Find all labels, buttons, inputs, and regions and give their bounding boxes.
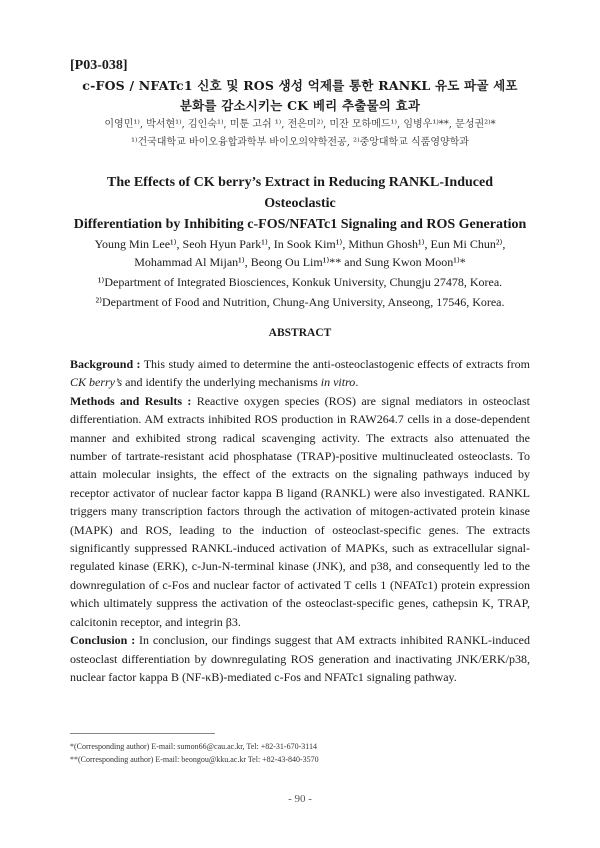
background-text-b: and identify the underlying mechanisms <box>122 375 321 390</box>
korean-title-line1: c-FOS / NFATc1 신호 및 ROS 생성 억제를 통한 RANKL 유도 파골 세포 <box>82 78 518 93</box>
korean-authors: 이영민¹⁾, 박서현¹⁾, 김인숙¹⁾, 미툰 고쉬 ¹⁾, 전은미²⁾, 미잔 모하메드¹⁾, 임병우¹⁾**, 문성권²⁾* <box>104 119 496 130</box>
footnote-2: **(Corresponding author) E-mail: beongou@kku.ac.kr Tel: +82-43-840-3570 <box>70 755 319 764</box>
poster-code: [P03-038] <box>70 58 128 73</box>
english-authors-line1: Young Min Lee¹⁾, Seoh Hyun Park¹⁾, In Sook Kim¹⁾, Mithun Ghosh¹⁾, Eun Mi Chun²⁾, <box>94 237 506 251</box>
english-affiliation-1: ¹⁾Department of Integrated Biosciences, Konkuk University, Chungju 27478, Korea. <box>97 275 503 289</box>
abstract-body <box>70 355 530 686</box>
footnotes <box>70 740 530 766</box>
methods-label: Methods and Results : <box>70 393 192 408</box>
english-title-line1: The Effects of CK berry’s Extract in Reducing RANKL-Induced Osteoclastic <box>106 175 493 211</box>
background-italic-a: CK berry’s <box>70 375 123 390</box>
english-affiliation-2: ²⁾Department of Food and Nutrition, Chung-Ang University, Anseong, 17546, Korea. <box>95 295 505 309</box>
methods-text: Reactive oxygen species (ROS) are signal mediators in osteoclast differentiation. AM extracts inhibited ROS production in RAW264.7 cells in a dose-dependent manner and exhibited strong radical scavenging activity. The extracts also attenuated the number of tartrate-resistant acid phosphatase (TRAP)-positive multinucleated osteoclasts. To attain molecular insights, the effect of the extracts on the signaling pathways induced by receptor activator of nuclear factor kappa B ligand (RANKL) were also investigated. RANKL triggers many transcription factors through the activation of mitogen-activated protein kinase (MAPK) and ROS, leading to the induction of osteoclast-specific genes. The extracts significantly suppressed RANKL-induced activation of MAPKs, such as extracellular signal-regulated kinase (ERK), c-Jun-N-terminal kinase (JNK), and p38, and consequently led to the downregulation of c-Fos and nuclear factor of activated T cells 1 (NFATc1) protein expression which ultimately suppress the activation of the osteoclast-specific genes, cathepsin K, TRAP, calcitonin receptor, and integrin β3. <box>70 393 531 629</box>
background-text-a: This study aimed to determine the anti-osteoclastogenic effects of extracts from <box>140 357 530 371</box>
korean-title-line2: 분화를 감소시키는 CK 베리 추출물의 효과 <box>179 98 421 113</box>
page-number: - 90 - <box>288 793 312 805</box>
conclusion-label: Conclusion : <box>70 633 136 648</box>
abstract-page <box>70 58 530 686</box>
background-label: Background : <box>70 357 141 371</box>
conclusion-text: In conclusion, our findings suggest that AM extracts inhibited RANKL-induced osteoclast differentiation by downregulating ROS generation and inactivating JNK/ERK/p38, nuclear factor kappa B (NF-κB)-mediated c-Fos and NFATc1 signaling pathway. <box>70 633 530 684</box>
korean-affiliations: ¹⁾건국대학교 바이오융합과학부 바이오의약학전공, ²⁾중앙대학교 식품영양학과 <box>131 137 469 148</box>
english-title-line2: Differentiation by Inhibiting c-FOS/NFATc1 Signaling and ROS Generation <box>73 217 527 232</box>
abstract-heading: ABSTRACT <box>268 327 332 339</box>
footnote-1: *(Corresponding author) E-mail: sumon66@cau.ac.kr, Tel: +82-31-670-3114 <box>70 742 317 751</box>
english-authors-line2: Mohammad Al Mijan¹⁾, Beong Ou Lim¹⁾** and Sung Kwon Moon¹⁾* <box>134 255 466 269</box>
background-italic-b: in vitro <box>320 375 356 390</box>
footnote-divider <box>70 733 215 734</box>
background-text-c: . <box>355 375 359 390</box>
